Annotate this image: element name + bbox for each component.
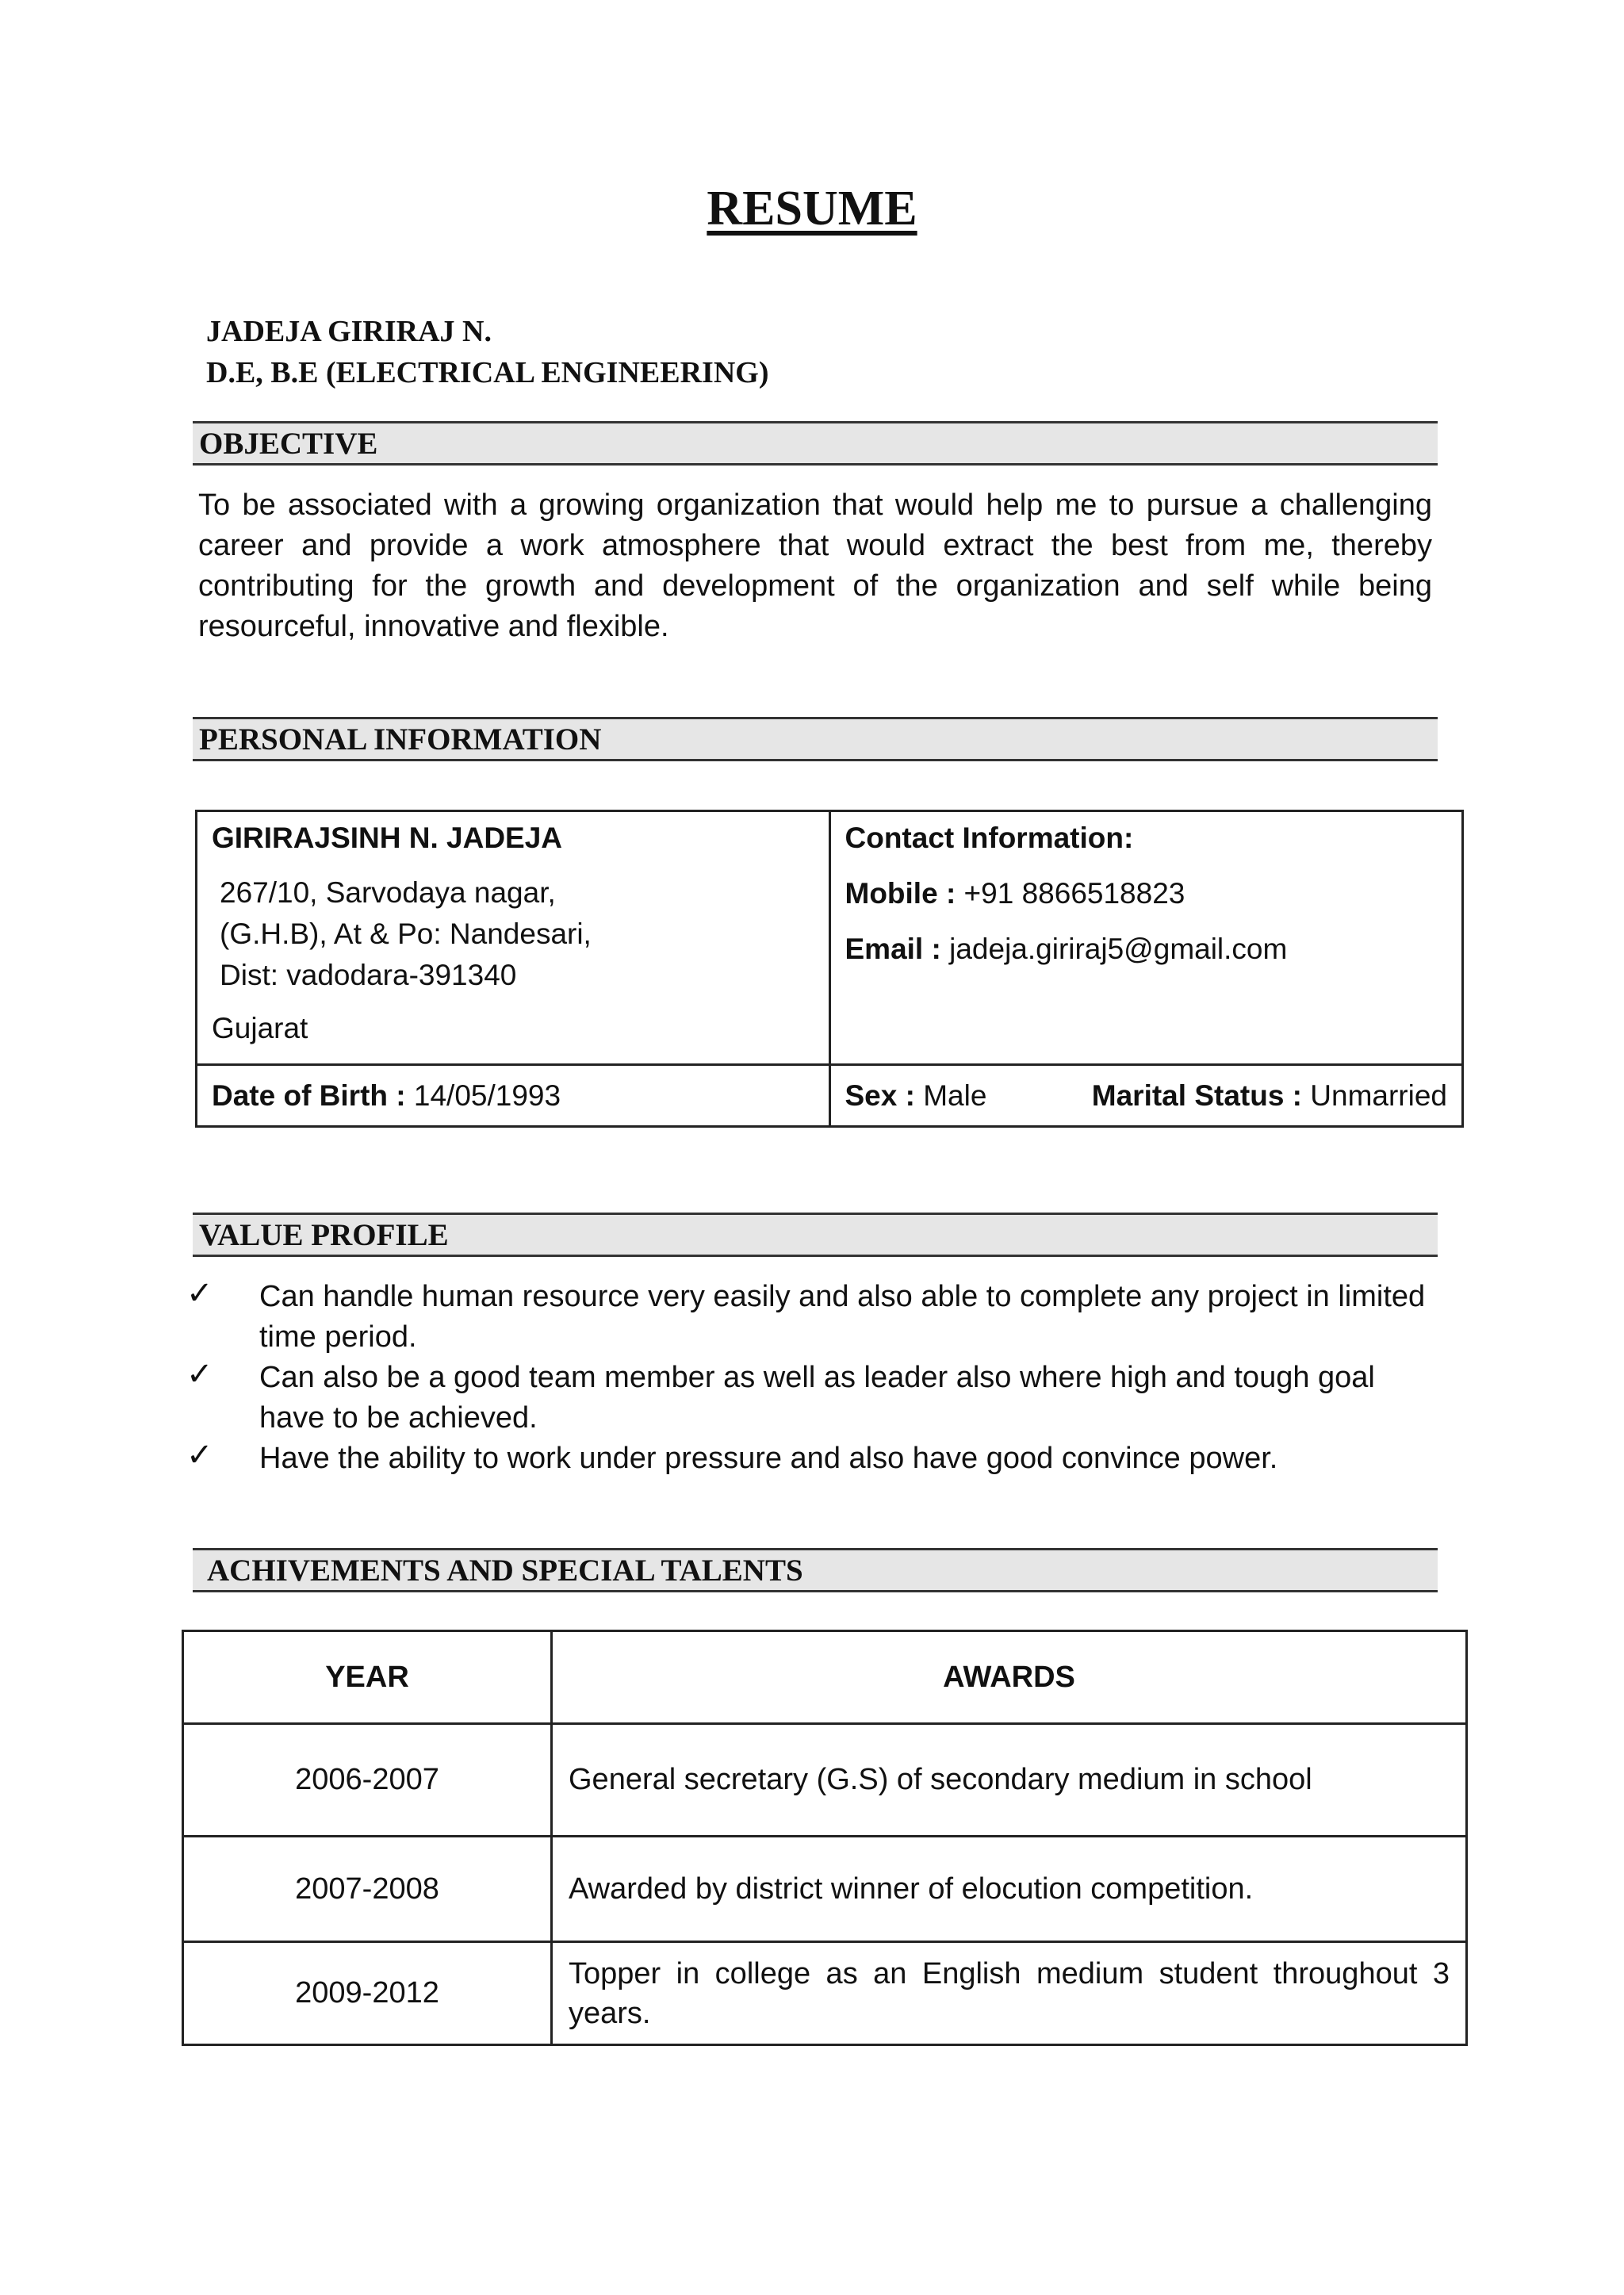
marital-value: Unmarried	[1310, 1079, 1447, 1112]
table-row	[183, 1837, 1467, 1942]
email-value: jadeja.giriraj5@gmail.com	[949, 933, 1288, 965]
address-state: Gujarat	[212, 1012, 308, 1044]
personal-heading: PERSONAL INFORMATION	[199, 722, 602, 757]
award-cell: Topper in college as an English medium student throughout 3 years.	[552, 1942, 1467, 2045]
address-line: (G.H.B), At & Po: Nandesari,	[220, 918, 592, 950]
address-line: Dist: vadodara-391340	[220, 959, 517, 991]
list-item-text: Can handle human resource very easily and also able to complete any project in limited time period.	[259, 1280, 1426, 1354]
dob-cell	[197, 1065, 830, 1127]
list-item-text: Can also be a good team member as well as leader also where high and tough goal have to be achieved.	[259, 1361, 1375, 1435]
contact-cell	[829, 811, 1463, 1065]
address-line: 267/10, Sarvodaya nagar,	[220, 876, 556, 909]
achievements-heading-bar	[193, 1548, 1438, 1592]
email-label: Email :	[845, 933, 941, 965]
column-header-awards: AWARDS	[552, 1631, 1467, 1724]
sex-label: Sex :	[845, 1079, 915, 1112]
contact-heading: Contact Information:	[845, 822, 1134, 854]
year-cell: 2009-2012	[183, 1942, 552, 2045]
list-item-text: Have the ability to work under pressure and also have good convince power.	[259, 1442, 1278, 1475]
award-cell: General secretary (G.S) of secondary medium in school	[552, 1724, 1467, 1837]
personal-heading-bar	[193, 717, 1438, 761]
mobile-value: +91 8866518823	[963, 877, 1185, 910]
column-header-year: YEAR	[183, 1631, 552, 1724]
year-cell: 2007-2008	[183, 1837, 552, 1942]
achievements-heading: ACHIVEMENTS AND SPECIAL TALENTS	[207, 1553, 803, 1588]
table-header-row	[183, 1631, 1467, 1724]
sex-marital-cell	[829, 1065, 1463, 1127]
value-profile-list	[186, 1277, 1439, 1479]
awards-table	[182, 1630, 1468, 2046]
list-item	[186, 1277, 1439, 1358]
list-item	[186, 1439, 1439, 1479]
sex-value: Male	[923, 1079, 987, 1112]
candidate-qualification: D.E, B.E (ELECTRICAL ENGINEERING)	[206, 356, 769, 389]
checkmark-icon: ✓	[186, 1356, 213, 1393]
address-cell	[197, 811, 830, 1065]
value-profile-heading: VALUE PROFILE	[199, 1217, 449, 1252]
personal-info-table	[195, 810, 1464, 1128]
objective-heading-bar	[193, 421, 1438, 466]
objective-text: To be associated with a growing organization that would help me to pursue a challenging career and provide a work atmosphere that would extract the best from me, thereby contributing for the growth and development of the organization and self while being resourceful, innovative and flexible.	[198, 489, 1432, 643]
checkmark-icon: ✓	[186, 1437, 213, 1473]
award-cell: Awarded by district winner of elocution competition.	[552, 1837, 1467, 1942]
list-item	[186, 1358, 1439, 1439]
value-profile-heading-bar	[193, 1213, 1438, 1257]
objective-heading: OBJECTIVE	[199, 426, 378, 461]
checkmark-icon: ✓	[186, 1275, 213, 1312]
year-cell: 2006-2007	[183, 1724, 552, 1837]
candidate-name: JADEJA GIRIRAJ N.	[206, 315, 492, 348]
marital-label: Marital Status :	[1091, 1079, 1302, 1112]
full-name: GIRIRAJSINH N. JADEJA	[212, 822, 563, 854]
table-row	[183, 1942, 1467, 2045]
table-row	[183, 1724, 1467, 1837]
dob-value: 14/05/1993	[413, 1079, 561, 1112]
mobile-label: Mobile :	[845, 877, 956, 910]
page-title: RESUME	[707, 182, 917, 236]
dob-label: Date of Birth :	[212, 1079, 406, 1112]
